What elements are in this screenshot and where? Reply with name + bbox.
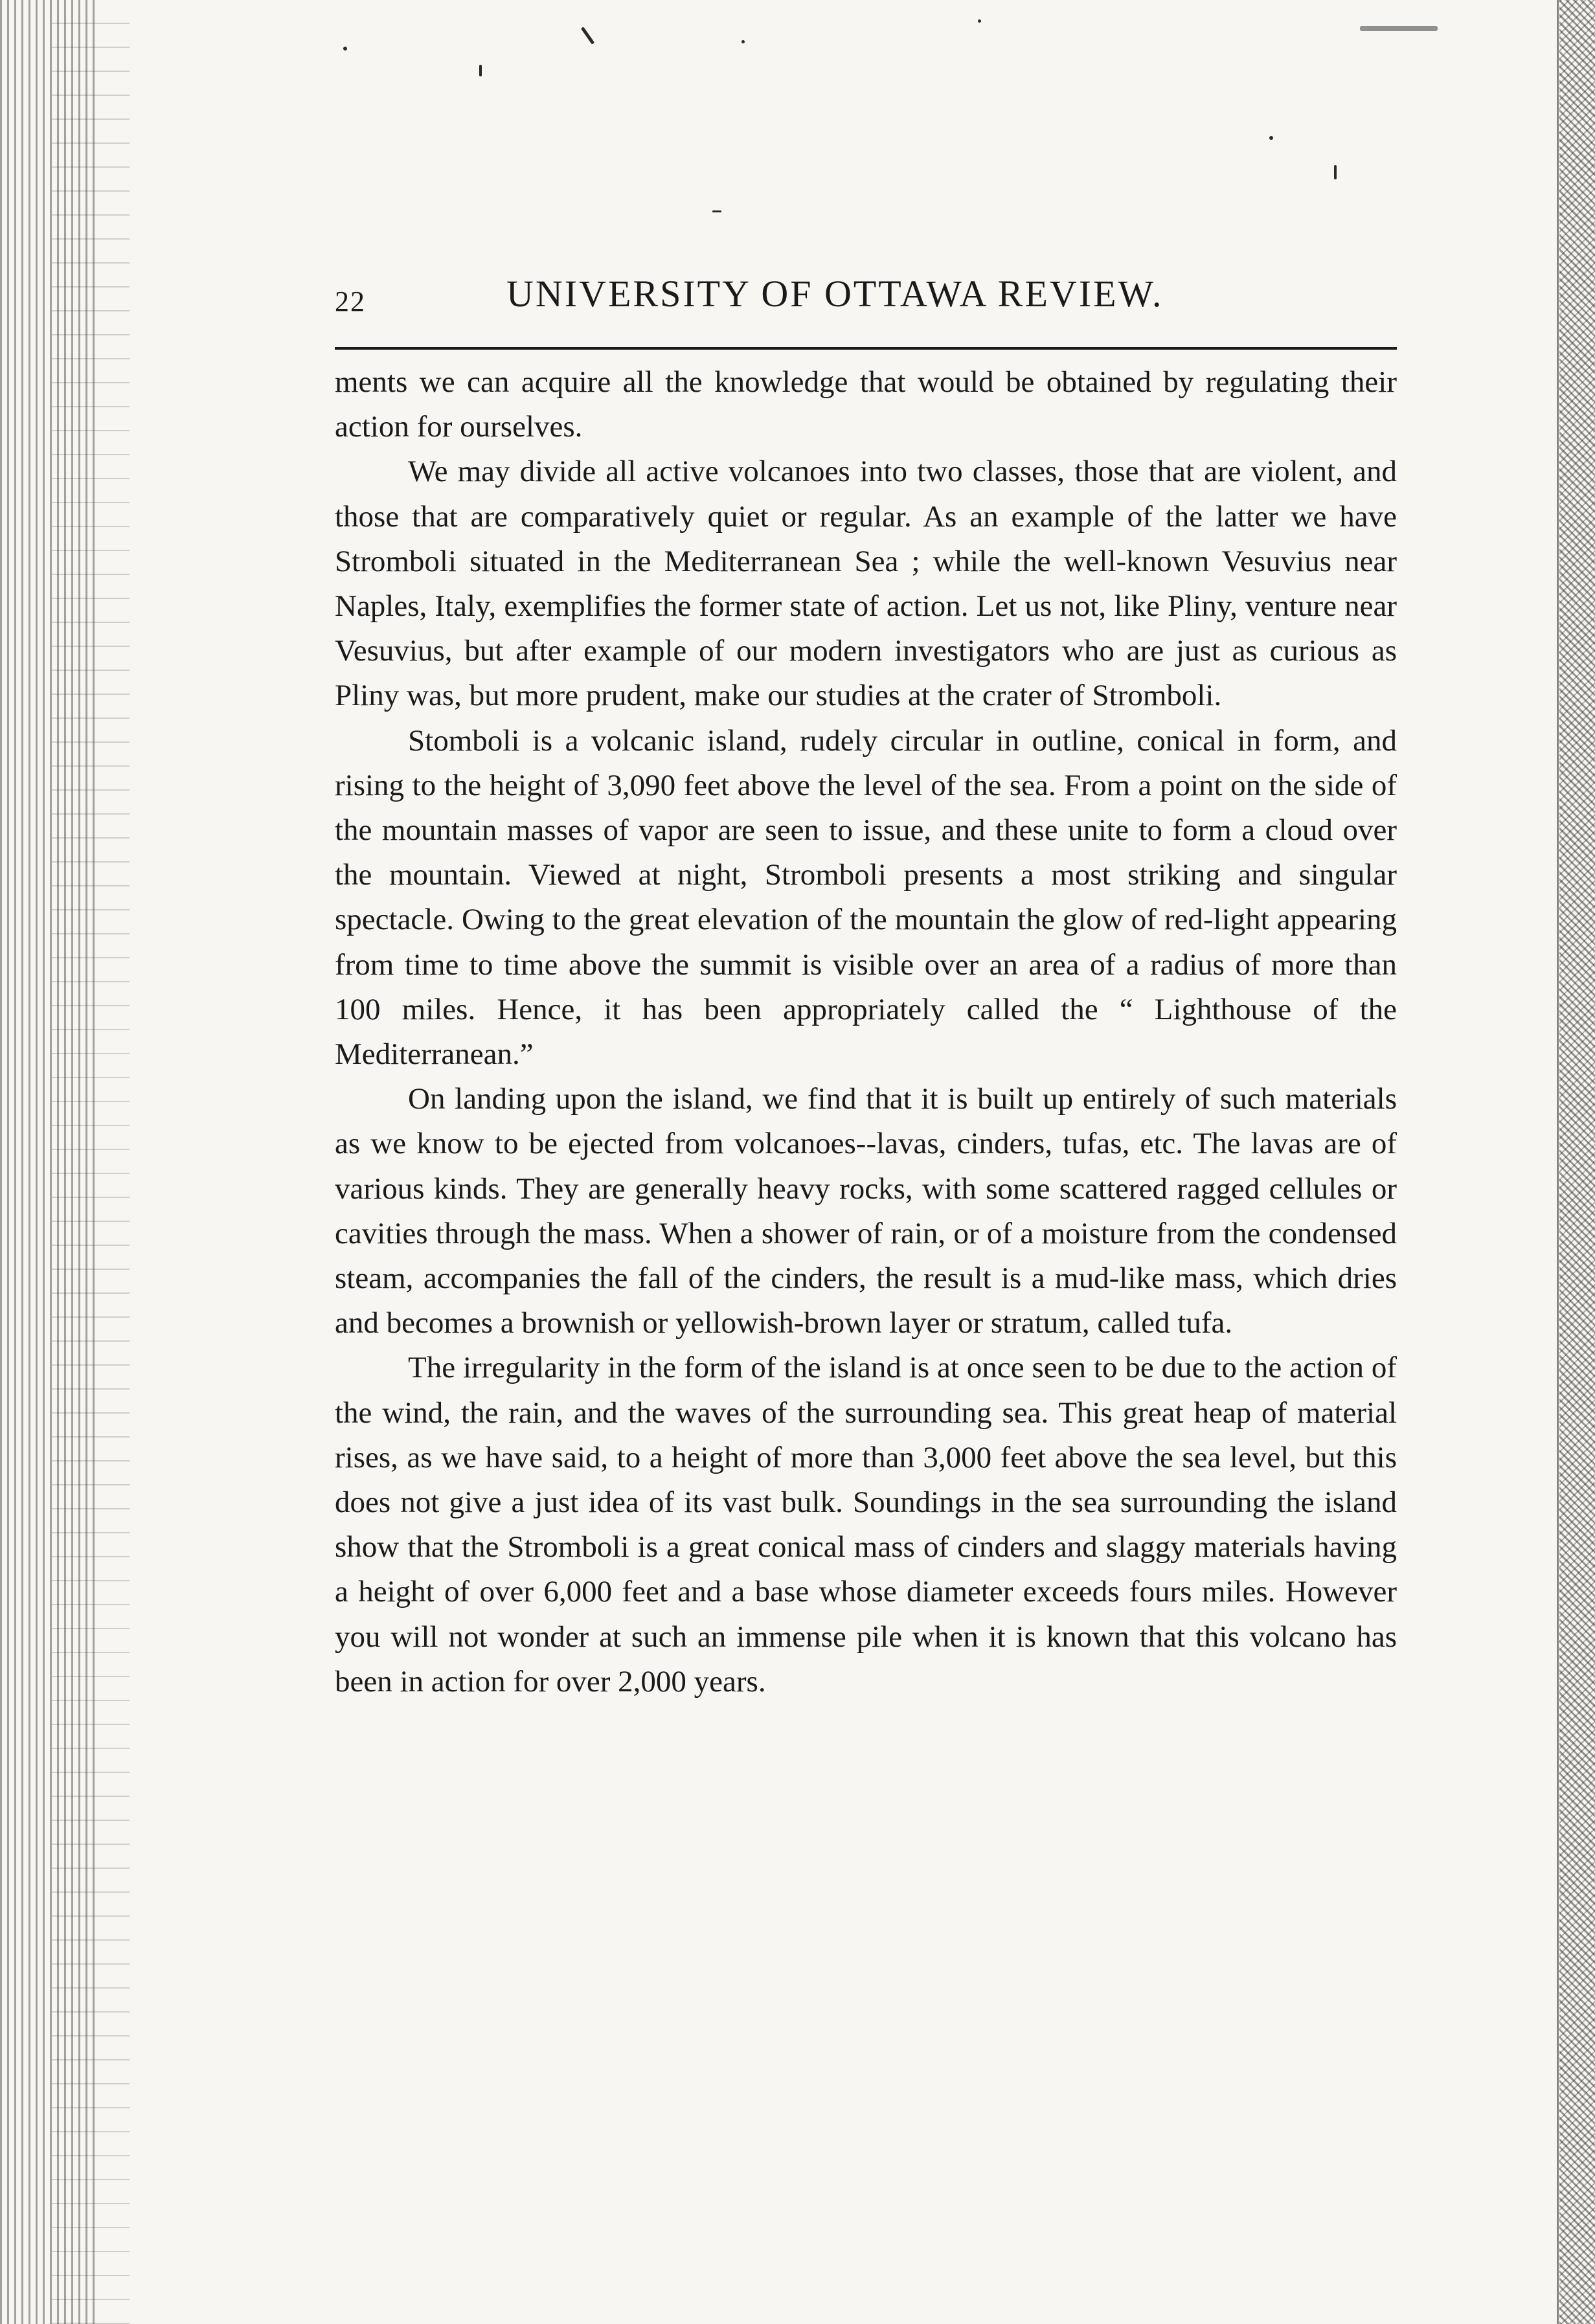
scan-speck bbox=[1334, 165, 1337, 179]
header-rule bbox=[335, 347, 1397, 350]
scan-speck bbox=[978, 19, 981, 23]
scan-speck bbox=[712, 210, 721, 212]
scan-speck bbox=[581, 27, 594, 44]
running-head bbox=[335, 272, 1397, 343]
paragraph-island-materials: On landing upon the island, we find that it is built up entirely of such materials as we know to be ejected from volcanoes--lavas, cinders, tufas, etc. The lavas are of various kinds. They are generally heavy rocks, with some scattered ragged cellules or cavities through the mass. When a shower of rain, or of a moisture from the condensed steam, accompanies the fall of the cinders, the result is a mud-like mass, which dries and becomes a brownish or yellowish-brown layer or stratum, called tufa. bbox=[335, 1082, 1397, 1340]
scan-speck bbox=[1269, 136, 1273, 140]
paragraph-stromboli-description: Stomboli is a volcanic island, rudely circular in outline, conical in form, and rising to the height of 3,090 feet above the level of the sea. From a point on the side of the mountain masses of vapor are seen to issue, and these unite to form a cloud over the mountain. Viewed at night, Stromboli presents a most striking and singular spectacle. Owing to the great elevation of the mountain the glow of red-light appearing from time to time above the summit is visible over an area of a radius of more than 100 miles. Hence, it has been appropriately called the “ Lighthouse of the Mediterranean.” bbox=[335, 723, 1397, 1072]
scan-speck bbox=[1360, 26, 1438, 31]
paragraph-continuation: ments we can acquire all the knowledge that would be obtained by regulating their action for ourselves. bbox=[335, 365, 1397, 444]
page-number: 22 bbox=[335, 286, 366, 317]
journal-title: UNIVERSITY OF OTTAWA REVIEW. bbox=[506, 273, 1164, 315]
page-content bbox=[335, 272, 1397, 1704]
paragraph-island-form: The irregularity in the form of the island is at once seen to be due to the action of the wind, the rain, and the waves of the surrounding sea. This great heap of material rises, as we have said, to a height of more than 3,000 feet above the sea level, but this does not give a just idea of its vast bulk. Soundings in the sea surrounding the island show that the Stromboli is a great conical mass of cinders and slaggy materials having a height of over 6,000 feet and a base whose diameter exceeds fours miles. However you will not wonder at such an immense pile when it is known that this volcano has been in action for over 2,000 years. bbox=[335, 1351, 1397, 1698]
scan-left-edge-noise bbox=[52, 0, 130, 2324]
scan-speck bbox=[741, 40, 745, 43]
paragraph-volcano-classes: We may divide all active volcanoes into two classes, those that are violent, and those that are comparatively quiet or regular. As an example of the latter we have Stromboli situated in the Mediterranean Sea ; while the well-known Vesuvius near Naples, Italy, exemplifies the former state of action. Let us not, like Pliny, venture near Vesuvius, but after example of our modern investigators who are just as curious as Pliny was, but more prudent, make our studies at the crater of Stromboli. bbox=[335, 455, 1397, 713]
scan-right-edge bbox=[1559, 0, 1595, 2324]
scan-speck bbox=[479, 65, 482, 76]
scan-speck bbox=[343, 47, 347, 51]
scan-right-page-rule bbox=[1557, 0, 1559, 2324]
